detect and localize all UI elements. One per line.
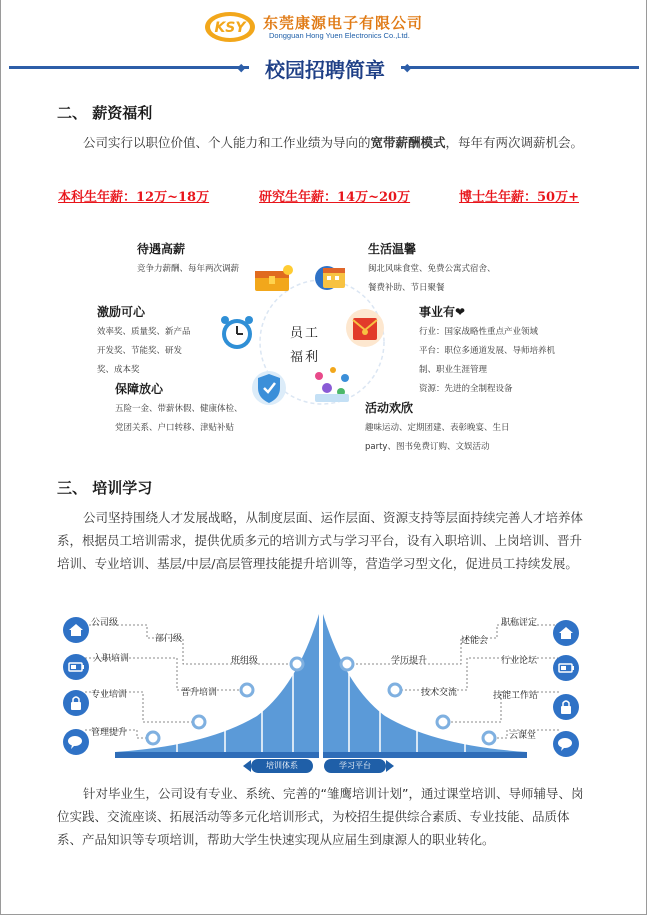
salary-bachelor: 本科生年薪：12万~18万	[58, 190, 210, 205]
train-label-department: 部门级	[155, 634, 183, 644]
train-label-professional: 专业培训	[91, 690, 128, 700]
chat-icon-right	[553, 731, 579, 757]
platform-label-exchange: 技术交流	[421, 688, 458, 698]
lock-icon-right	[553, 694, 579, 720]
money-chest-icon	[251, 263, 295, 295]
benefit-title-life: 生活温馨	[368, 242, 417, 256]
diamond-left-icon: ◆	[237, 61, 246, 74]
benefit-title-security: 保障放心	[115, 382, 164, 396]
benefit-detail-pay: 竞争力薪酬、每年两次调薪	[137, 264, 240, 274]
page-title: 校园招聘简章	[265, 58, 385, 82]
platform-label-forum: 行业论坛	[501, 656, 538, 666]
salary-doctor: 博士生年薪：50万+	[459, 190, 579, 205]
benefit-detail-incentive: 效率奖、质量奖、新产品 开发奖、节能奖、研发 奖、成本奖	[97, 327, 191, 375]
salary-heading: 二、 薪资福利	[57, 104, 153, 122]
benefit-detail-career: 行业：国家战略性重点产业领域 平台：职位多通道发展、导师培养机 制、职业生涯管理 资源：先进的全制程设备	[419, 327, 556, 394]
platform-label-review: 述能会	[461, 636, 489, 646]
salary-paragraph: 公司实行以职位价值、个人能力和工作业绩为导向的宽带薪酬模式，每年有两次调薪机会。	[83, 135, 584, 150]
platform-label-degree: 学历提升	[391, 656, 428, 666]
benefit-title-activity: 活动欢欣	[365, 401, 414, 415]
arrow-right-icon	[386, 760, 394, 772]
diamond-right-icon: ◆	[403, 61, 412, 74]
alarm-clock-icon	[213, 312, 259, 352]
benefit-detail-life: 闽北风味食堂、免费公寓式宿舍、 餐费补助、节日聚餐	[368, 264, 496, 293]
chat-icon	[63, 729, 89, 755]
graduate-program-paragraph: 针对毕业生，公司设有专业、系统、完善的“雏鹰培训计划”，通过课堂培训、导师辅导、岗位实践、交流座谈、拓展活动等多元化培训形式，为校招生提供综合素质、专业技能、品质体系、产品知识等专项培训，帮助大学生快速实现从应届生到康源人的职业转化。	[57, 786, 584, 847]
benefit-title-incentive: 激励可心	[97, 305, 146, 319]
celebration-icon	[305, 362, 361, 406]
benefit-detail-security: 五险一金、带薪休假、健康体检、 党团关系、户口转移、津贴补贴	[115, 404, 243, 433]
train-label-management: 管理提升	[91, 728, 128, 738]
svg-text:KSY: KSY	[214, 20, 246, 36]
shield-icon	[249, 368, 289, 408]
train-label-company: 公司级	[91, 618, 119, 628]
learning-platform-pill: 学习平台	[324, 759, 386, 773]
battery-icon	[63, 654, 89, 680]
battery-icon-right	[553, 655, 579, 681]
lock-icon	[63, 690, 89, 716]
benefits-center-label-2: 福利	[290, 350, 321, 365]
benefit-title-career: 事业有❤	[419, 305, 466, 319]
platform-label-cloud: 云课堂	[509, 731, 537, 741]
company-name-cn: 东莞康源电子有限公司	[263, 14, 424, 32]
calendar-food-icon	[309, 262, 355, 296]
platform-label-title: 职称评定	[501, 618, 538, 628]
red-envelope-icon	[341, 306, 389, 350]
benefit-detail-activity: 趣味运动、定期团建、表彰晚宴、生日 party、图书免费订购、文娱活动	[365, 423, 510, 452]
platform-label-workstation: 技能工作站	[493, 691, 539, 701]
company-logo-icon	[203, 10, 257, 44]
training-system-pill: 培训体系	[251, 759, 313, 773]
home-icon	[63, 617, 89, 643]
salary-master: 研究生年薪：14万~20万	[259, 190, 411, 205]
train-label-onboarding: 入职培训	[93, 654, 130, 664]
company-name-en: Dongguan Hong Yuen Electronics Co.,Ltd.	[269, 31, 410, 40]
training-heading: 三、 培训学习	[57, 479, 153, 497]
arrow-left-icon	[243, 760, 251, 772]
train-label-team: 班组级	[231, 656, 259, 666]
benefit-title-pay: 待遇高薪	[137, 242, 186, 256]
training-paragraph: 公司坚持围绕人才发展战略，从制度层面、运作层面、资源支持等层面持续完善人才培养体系，根据员工培训需求，提供优质多元的培训方式与学习平台，设有入职培训、上岗培训、晋升培训、专业培训、基层/中层/高层管理技能提升培训等，营造学习型文化，促进员工持续发展。	[57, 510, 584, 571]
train-label-promotion: 晋升培训	[181, 688, 218, 698]
home-icon-right	[553, 620, 579, 646]
benefits-center-label-1: 员工	[290, 326, 321, 341]
